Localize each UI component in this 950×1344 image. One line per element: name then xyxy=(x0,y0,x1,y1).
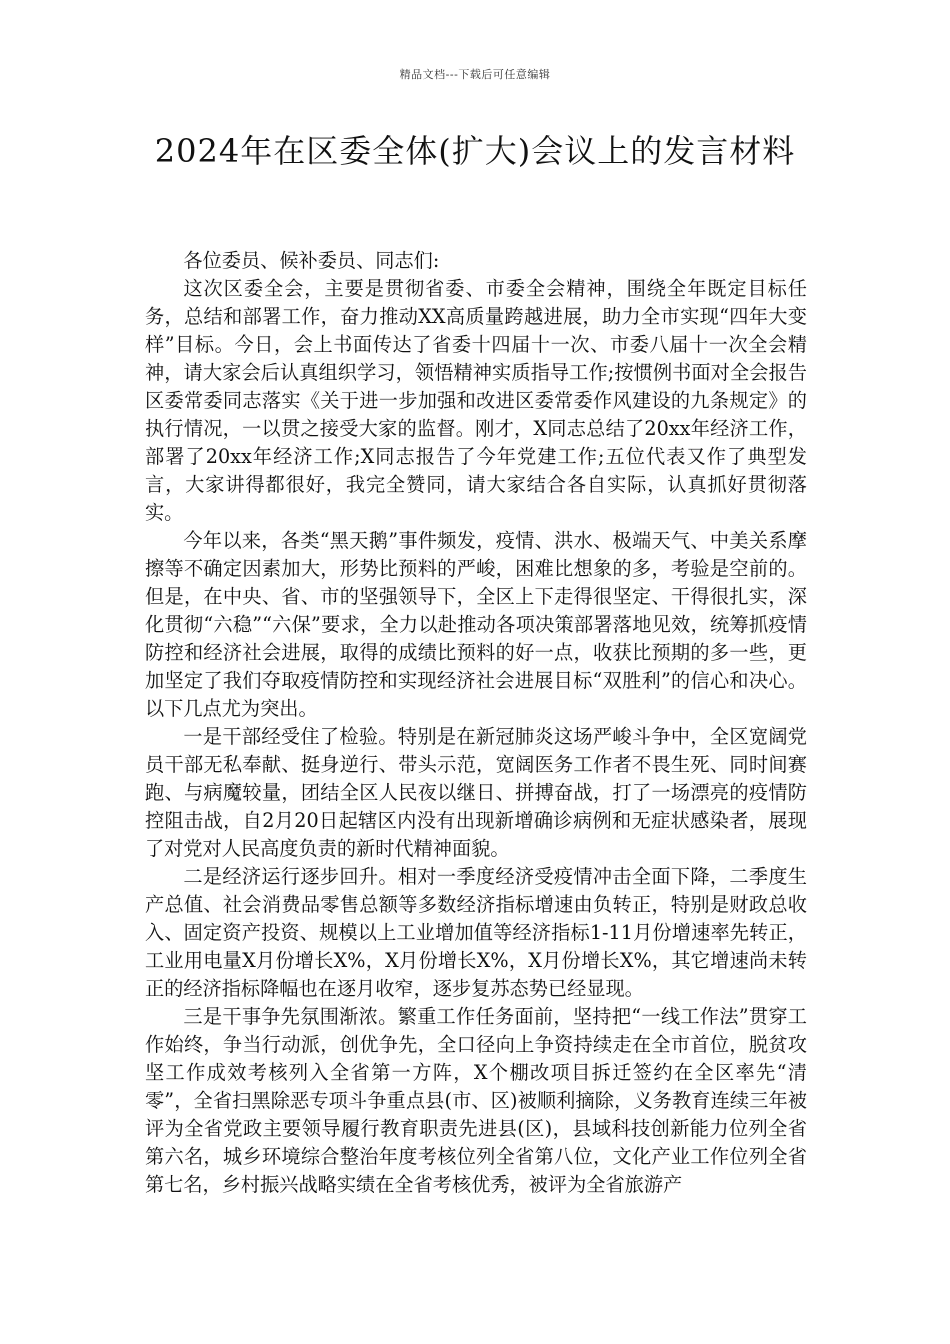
body-paragraph: 二是经济运行逐步回升。相对一季度经济受疫情冲击全面下降，二季度生产总值、社会消费品零售总额等多数经济指标增速由负转正，特别是财政总收入、固定资产投资、规模以上工业增加值等经济指标1-11月份增速率先转正，工业用电量X月份增长X%，X月份增长X%，X月份增长X%，其它增速尚未转正的经济指标降幅也在逐月收窄，逐步复苏态势已经显现。 xyxy=(145,865,807,1000)
header-note: 精品文档---下载后可任意编辑 xyxy=(399,68,551,81)
body-paragraph: 今年以来，各类“黑天鹅”事件频发，疫情、洪水、极端天气、中美关系摩擦等不确定因素加大，形势比预料的严峻，困难比想象的多，考验是空前的。但是，在中央、省、市的坚强领导下，全区上下走得很坚定、干得很扎实，深化贯彻“六稳”“六保”要求，全力以赴推动各项决策部署落地见效，统筹抓疫情防控和经济社会进展，取得的成绩比预料的好一点，收获比预期的多一些，更加坚定了我们夺取疫情防控和实现经济社会进展目标“双胜利”的信心和决心。以下几点尤为突出。 xyxy=(145,529,807,720)
body-paragraph: 三是干事争先氛围渐浓。繁重工作任务面前，坚持把“一线工作法”贯穿工作始终，争当行动派，创优争先，全口径向上争资持续走在全市首位，脱贫攻坚工作成效考核列入全省第一方阵，X个棚改项目拆迁签约在全区率先“清零”，全省扫黑除恶专项斗争重点县(市、区)被顺利摘除，义务教育连续三年被评为全省党政主要领导履行教育职责先进县(区)，县域科技创新能力位列全省第六名，城乡环境综合整治年度考核位列全省第八位，文化产业工作位列全省第七名，乡村振兴战略实绩在全省考核优秀，被评为全省旅游产 xyxy=(145,1005,807,1196)
document-title: 2024年在区委全体(扩大)会议上的发言材料 xyxy=(154,132,796,170)
document-body xyxy=(145,247,807,1199)
body-paragraph: 一是干部经受住了检验。特别是在新冠肺炎这场严峻斗争中，全区宽阔党员干部无私奉献、挺身逆行、带头示范，宽阔医务工作者不畏生死、同时间赛跑、与病魔较量，团结全区人民夜以继日、拼搏奋战，打了一场漂亮的疫情防控阻击战，自2月20日起辖区内没有出现新增确诊病例和无症状感染者，展现了对党对人民高度负责的新时代精神面貌。 xyxy=(145,725,807,860)
body-paragraph: 这次区委全会，主要是贯彻省委、市委全会精神，围绕全年既定目标任务，总结和部署工作，奋力推动XX高质量跨越进展，助力全市实现“四年大变样”目标。今日，会上书面传达了省委十四届十一次、市委八届十一次全会精神，请大家会后认真组织学习，领悟精神实质指导工作;按惯例书面对全会报告区委常委同志落实《关于进一步加强和改进区委常委作风建设的九条规定》的执行情况，一以贯之接受大家的监督。刚才，X同志总结了20xx年经济工作，部署了20xx年经济工作;X同志报告了今年党建工作;五位代表又作了典型发言，大家讲得都很好，我完全赞同，请大家结合各自实际，认真抓好贯彻落实。 xyxy=(145,277,807,524)
salutation-paragraph: 各位委员、候补委员、同志们: xyxy=(183,249,440,272)
